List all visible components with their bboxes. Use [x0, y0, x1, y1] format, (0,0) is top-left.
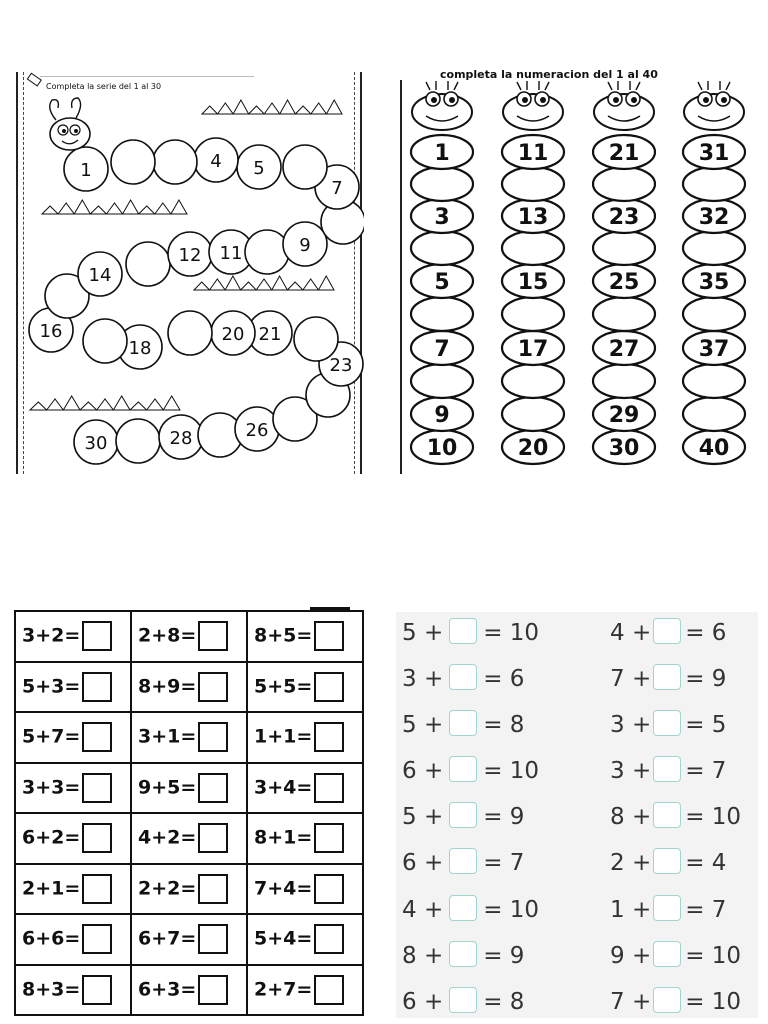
equation-result: = 10 [685, 804, 742, 830]
caterpillar-number: 26 [245, 420, 269, 441]
equation-result: = 6 [685, 620, 727, 646]
worm-number: 10 [426, 436, 458, 461]
worm-number: 7 [434, 337, 450, 362]
worm-segment [593, 231, 655, 265]
caterpillar-number: 12 [178, 245, 202, 266]
addition-expression: 3+1= [138, 725, 197, 748]
answer-box[interactable] [653, 848, 681, 874]
caterpillar-worksheet [14, 68, 364, 474]
caterpillar-number: 9 [299, 235, 311, 256]
answer-box[interactable] [198, 874, 228, 904]
top-tab-mark [310, 607, 350, 611]
grid-cell [247, 611, 363, 662]
columns-drawing [396, 66, 760, 474]
addition-expression: 7+4= [254, 877, 313, 900]
caterpillar-circle [153, 140, 197, 184]
grid-cell [131, 712, 247, 763]
caterpillar-number: 14 [88, 265, 112, 286]
worm-number: 29 [608, 403, 640, 428]
worm-number: 27 [608, 337, 640, 362]
missing-addend-equation [610, 710, 726, 738]
equation-left-part: 7 + [610, 989, 652, 1015]
caterpillar-circle [245, 230, 289, 274]
equation-result: = 10 [483, 758, 540, 784]
grid-cell [131, 763, 247, 814]
equation-result: = 9 [483, 804, 525, 830]
worm-segment [683, 397, 745, 431]
worm-number: 25 [608, 270, 640, 295]
grid-cell [131, 914, 247, 965]
equation-left-part: 8 + [610, 804, 652, 830]
worm-segment [502, 297, 564, 331]
equation-result: = 9 [483, 943, 525, 969]
grid-cell [15, 813, 131, 864]
worm-number: 23 [608, 205, 640, 230]
equation-result: = 7 [685, 897, 727, 923]
worm-segment [411, 167, 473, 201]
answer-box[interactable] [449, 941, 477, 967]
missing-addend-equation [402, 987, 524, 1015]
grid-cell [247, 965, 363, 1016]
missing-addend-equation [610, 895, 726, 923]
equation-result: = 10 [483, 897, 540, 923]
worm-segment [593, 297, 655, 331]
addition-expression: 8+5= [254, 624, 313, 647]
caterpillar-head-icon [50, 98, 90, 150]
missing-addend-equation [610, 756, 726, 784]
worm-segment [411, 364, 473, 398]
addition-expression: 5+5= [254, 675, 313, 698]
missing-addend-equation [610, 664, 726, 692]
worm-number: 1 [434, 141, 450, 166]
addition-expression: 2+2= [138, 877, 197, 900]
caterpillar-number: 11 [219, 243, 243, 264]
equation-left-part: 4 + [610, 620, 652, 646]
worm-number: 32 [698, 205, 730, 230]
missing-addend-worksheet [396, 612, 758, 1018]
addition-expression: 8+1= [254, 826, 313, 849]
answer-box[interactable] [314, 975, 344, 1005]
addition-expression: 6+6= [22, 927, 81, 950]
answer-box[interactable] [314, 621, 344, 651]
answer-box[interactable] [198, 722, 228, 752]
answer-box[interactable] [449, 710, 477, 736]
grid-cell [131, 965, 247, 1016]
missing-addend-equation [402, 756, 539, 784]
caterpillar-number: 5 [253, 158, 265, 179]
grid-cell [15, 712, 131, 763]
grid-cell [15, 965, 131, 1016]
answer-box[interactable] [82, 874, 112, 904]
grid-cell [247, 712, 363, 763]
missing-addend-equation [610, 987, 741, 1015]
columns-title: completa la numeracion del 1 al 40 [440, 68, 658, 81]
answer-box[interactable] [314, 874, 344, 904]
addition-expression: 6+3= [138, 978, 197, 1001]
equation-result: = 10 [685, 943, 742, 969]
missing-addend-equation [402, 664, 524, 692]
equation-left-part: 6 + [402, 758, 444, 784]
worm-number: 13 [517, 205, 549, 230]
answer-box[interactable] [314, 924, 344, 954]
answer-box[interactable] [653, 710, 681, 736]
grid-cell [247, 914, 363, 965]
grid-cell [15, 864, 131, 915]
worm-head-icon [503, 81, 563, 130]
worm-number: 40 [698, 436, 730, 461]
answer-box[interactable] [653, 941, 681, 967]
answer-box[interactable] [653, 895, 681, 921]
missing-addend-equation [402, 618, 539, 646]
grid-row [15, 763, 363, 814]
equation-result: = 4 [685, 850, 727, 876]
missing-addend-equation [402, 802, 524, 830]
worm-segment [593, 167, 655, 201]
grid-cell [131, 611, 247, 662]
worm-number: 30 [608, 436, 640, 461]
equation-left-part: 5 + [402, 712, 444, 738]
equation-result: = 8 [483, 712, 525, 738]
equation-left-part: 5 + [402, 620, 444, 646]
missing-addend-equation [402, 895, 539, 923]
answer-box[interactable] [82, 975, 112, 1005]
equation-left-part: 8 + [402, 943, 444, 969]
grid-cell [15, 763, 131, 814]
answer-box[interactable] [314, 672, 344, 702]
addition-expression: 3+4= [254, 776, 313, 799]
worm-number: 21 [608, 141, 640, 166]
caterpillar-circle [168, 311, 212, 355]
caterpillar-number: 30 [84, 433, 108, 454]
addition-expression: 1+1= [254, 725, 313, 748]
equation-left-part: 1 + [610, 897, 652, 923]
worm-number: 31 [698, 141, 730, 166]
worm-segment [411, 231, 473, 265]
equation-left-part: 9 + [610, 943, 652, 969]
worm-number: 3 [434, 205, 450, 230]
caterpillar-number: 21 [258, 324, 282, 345]
addition-grid-worksheet [14, 610, 364, 1016]
equation-left-part: 3 + [610, 712, 652, 738]
addition-expression: 2+7= [254, 978, 313, 1001]
grid-cell [247, 813, 363, 864]
answer-box[interactable] [82, 823, 112, 853]
triangle-decoration-icon [30, 396, 180, 410]
addition-expression: 5+3= [22, 675, 81, 698]
addition-expression: 9+5= [138, 776, 197, 799]
caterpillar-circle [283, 145, 327, 189]
missing-addend-equation [402, 941, 524, 969]
worm-segment [502, 231, 564, 265]
worm-segment [683, 364, 745, 398]
addition-expression: 2+8= [138, 624, 197, 647]
triangle-decoration-icon [194, 276, 334, 290]
worm-head-icon [412, 81, 472, 130]
equation-left-part: 3 + [610, 758, 652, 784]
equation-left-part: 3 + [402, 666, 444, 692]
grid-row [15, 611, 363, 662]
worm-number: 20 [517, 436, 549, 461]
answer-box[interactable] [198, 621, 228, 651]
answer-box[interactable] [82, 672, 112, 702]
grid-cell [15, 611, 131, 662]
answer-box[interactable] [449, 987, 477, 1013]
caterpillar-number: 1 [80, 160, 92, 181]
answer-box[interactable] [314, 722, 344, 752]
answer-box[interactable] [653, 756, 681, 782]
equation-left-part: 6 + [402, 989, 444, 1015]
grid-cell [247, 864, 363, 915]
answer-box[interactable] [198, 773, 228, 803]
addition-expression: 5+7= [22, 725, 81, 748]
worm-head-icon [594, 81, 654, 130]
caterpillar-number: 20 [221, 324, 245, 345]
grid-row [15, 712, 363, 763]
equation-left-part: 2 + [610, 850, 652, 876]
grid-cell [131, 864, 247, 915]
answer-box[interactable] [653, 664, 681, 690]
equation-left-part: 7 + [610, 666, 652, 692]
missing-addend-equation [610, 848, 726, 876]
addition-expression: 8+3= [22, 978, 81, 1001]
caterpillar-title: Completa la serie del 1 al 30 [46, 82, 162, 91]
answer-box[interactable] [449, 848, 477, 874]
equation-result: = 6 [483, 666, 525, 692]
grid-row [15, 662, 363, 713]
caterpillar-number: 16 [39, 321, 63, 342]
answer-box[interactable] [82, 722, 112, 752]
worm-number: 35 [698, 270, 730, 295]
answer-box[interactable] [198, 924, 228, 954]
answer-box[interactable] [449, 756, 477, 782]
caterpillar-circle [111, 140, 155, 184]
addition-expression: 5+4= [254, 927, 313, 950]
worm-number: 15 [517, 270, 549, 295]
equation-result: = 5 [685, 712, 727, 738]
caterpillar-number: 23 [329, 355, 353, 376]
columns-worksheet [396, 66, 760, 474]
equation-result: = 10 [685, 989, 742, 1015]
worm-segment [683, 231, 745, 265]
grid-cell [131, 662, 247, 713]
addition-expression: 2+1= [22, 877, 81, 900]
triangle-decoration-icon [42, 200, 187, 214]
grid-cell [131, 813, 247, 864]
caterpillar-number: 4 [210, 151, 222, 172]
grid-cell [15, 662, 131, 713]
answer-box[interactable] [314, 773, 344, 803]
answer-box[interactable] [653, 987, 681, 1013]
equation-result: = 8 [483, 989, 525, 1015]
answer-box[interactable] [449, 664, 477, 690]
worm-segment [683, 297, 745, 331]
addition-expression: 3+3= [22, 776, 81, 799]
worm-number: 9 [434, 403, 450, 428]
grid-cell [247, 662, 363, 713]
caterpillar-number: 7 [331, 178, 343, 199]
equation-result: = 7 [685, 758, 727, 784]
missing-addend-equation [402, 848, 524, 876]
answer-box[interactable] [653, 618, 681, 644]
answer-box[interactable] [449, 618, 477, 644]
worm-segment [502, 397, 564, 431]
worm-segment [593, 364, 655, 398]
grid-cell [247, 763, 363, 814]
worm-head-icon [684, 81, 744, 130]
answer-box[interactable] [449, 895, 477, 921]
answer-box[interactable] [198, 975, 228, 1005]
answer-box[interactable] [82, 621, 112, 651]
caterpillar-drawing [14, 68, 364, 474]
grid-row [15, 914, 363, 965]
equation-result: = 9 [685, 666, 727, 692]
addition-expression: 3+2= [22, 624, 81, 647]
worm-segment [411, 297, 473, 331]
missing-addend-equation [610, 802, 741, 830]
addition-table [14, 610, 364, 1016]
grid-row [15, 864, 363, 915]
grid-row [15, 965, 363, 1016]
pencil-icon [27, 73, 41, 86]
worm-number: 11 [517, 141, 549, 166]
answer-box[interactable] [198, 672, 228, 702]
missing-addend-equation [610, 618, 726, 646]
missing-addend-equation [402, 710, 524, 738]
answer-box[interactable] [653, 802, 681, 828]
caterpillar-number: 18 [128, 338, 152, 359]
worm-number: 37 [698, 337, 730, 362]
answer-box[interactable] [82, 773, 112, 803]
addition-expression: 6+7= [138, 927, 197, 950]
equation-result: = 7 [483, 850, 525, 876]
answer-box[interactable] [314, 823, 344, 853]
equation-left-part: 5 + [402, 804, 444, 830]
caterpillar-circle [83, 319, 127, 363]
answer-box[interactable] [449, 802, 477, 828]
equation-left-part: 6 + [402, 850, 444, 876]
addition-expression: 4+2= [138, 826, 197, 849]
grid-row [15, 813, 363, 864]
worm-number: 5 [434, 270, 450, 295]
worm-segment [502, 364, 564, 398]
worm-number: 17 [517, 337, 549, 362]
answer-box[interactable] [82, 924, 112, 954]
missing-addend-equation [610, 941, 741, 969]
addition-expression: 8+9= [138, 675, 197, 698]
caterpillar-number: 28 [169, 428, 193, 449]
equation-result: = 10 [483, 620, 540, 646]
caterpillar-circle [116, 419, 160, 463]
worm-segment [683, 167, 745, 201]
grid-cell [15, 914, 131, 965]
equation-left-part: 4 + [402, 897, 444, 923]
addition-expression: 6+2= [22, 826, 81, 849]
caterpillar-circle [126, 242, 170, 286]
triangle-decoration-icon [202, 100, 342, 114]
answer-box[interactable] [198, 823, 228, 853]
worm-segment [502, 167, 564, 201]
